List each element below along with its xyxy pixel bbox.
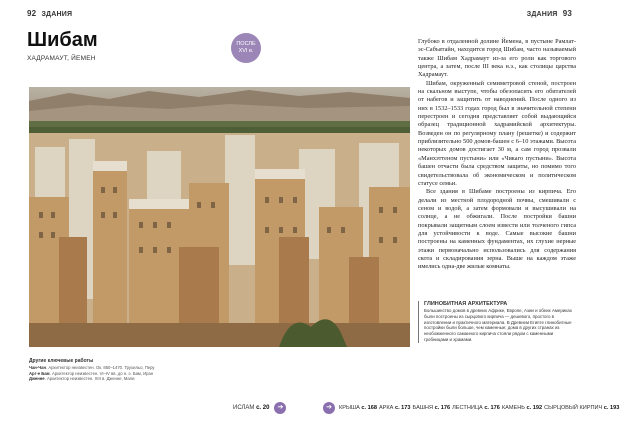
other-work-name: Дженне [29, 376, 45, 382]
xref-item-tower[interactable] [413, 405, 451, 411]
xref-page: с. 168 [361, 405, 377, 411]
date-badge-line2: XVI в. [238, 48, 254, 54]
arrow-right-icon[interactable]: ➔ [323, 402, 335, 414]
xref-item-mudbrick[interactable] [544, 405, 619, 411]
xref-label: БАШНЯ [412, 405, 434, 411]
xref-page: с. 173 [394, 405, 411, 411]
section-label-right: ЗДАНИЯ [526, 11, 558, 18]
other-work-desc: Архитектор неизвестен. XIII в. Дженне, Мали [46, 376, 135, 382]
other-work-desc: Архитектор неизвестен. Ок. 850–1470. Трухильо, Перу [48, 365, 155, 370]
other-work-item: Чан-Чан. Архитектор неизвестен. Ок. 850–1470. Трухильо, Перу [29, 365, 155, 370]
other-work-name: Чан-Чан [29, 365, 46, 370]
shibam-photo [29, 87, 410, 347]
body-paragraph-2: Шибам, окруженный семиметровой стеной, построен на скальном выступе, чтобы обезопасить его обитателей от набегов и защитить от наводнений. После одного из них в 1532–1533 годах город был в значительной степени перестроен и сегодня представляет собой выдающийся образец традиционной хадрамийской архитектуры. Возведен он по регулярному плану (решетке) и содержит приблизительно 500 домов-башен с 6–10 этажами. Высота некоторых домов достигает 30 м, а сам город прозвали «Манхэттеном пустыни» или «Чикаго пустыни». Высота башен отчасти была средством защиты, но помимо того свидетельствовала об экономическом и политическом статусе семьи. [418, 79, 576, 187]
page-title: Шибам [27, 29, 98, 51]
other-work-name: Арг-е Бам [29, 370, 50, 376]
page-number-left: 92 [27, 9, 37, 18]
date-badge [231, 33, 261, 63]
xref-label: АРКА [378, 405, 394, 411]
other-key-works [29, 358, 229, 382]
sidebar-box [418, 301, 576, 343]
xref-page: с. 176 [484, 405, 500, 411]
folio-left [27, 9, 72, 18]
xref-page: с. 20 [256, 405, 270, 411]
xref-item-stairs[interactable] [452, 405, 500, 411]
sidebar-title: ГЛИНОБИТНАЯ АРХИТЕКТУРА [424, 301, 508, 307]
other-work-desc: Архитектор неизвестен. VI–IV вв. до н. э. Бам, Иран [51, 370, 154, 376]
xref-item-roof[interactable] [339, 405, 377, 411]
page-number-right: 93 [562, 9, 572, 18]
xref-page: с. 176 [434, 405, 451, 411]
other-work-item: Дженне. Архитектор неизвестен. XIII в. Дженне, Мали [29, 376, 135, 382]
xref-label: КРЫША [339, 405, 360, 411]
other-works-title: Другие ключевые работы [29, 358, 94, 364]
other-work-item: Арг-е Бам. Архитектор неизвестен. VI–IV вв. до н. э. Бам, Иран [29, 370, 154, 376]
cross-reference-next [323, 402, 621, 414]
location-subtitle: ХАДРАМАУТ, ЙЕМЕН [27, 55, 96, 62]
xref-label: СЫРЦОВЫЙ КИРПИЧ [544, 405, 603, 411]
section-label-left: ЗДАНИЯ [41, 11, 73, 18]
body-paragraph-1: Глубоко в отдаленной долине Йемена, в пустыне Рамлат-эс-Сабъятайн, находится город Шибам, часто называемый также Шибам Хадрамаут из-за его роли как торгового центра, а затем, после III века н.э., как столицы царства Хадрамаут. [418, 38, 576, 79]
shibam-photo-illustration [29, 87, 410, 347]
xref-label: ЛЕСТНИЦА [452, 405, 483, 411]
article-body [418, 38, 576, 272]
folio-right [527, 9, 572, 18]
xref-label: КАМЕНЬ [501, 405, 525, 411]
cross-reference-previous[interactable] [233, 402, 286, 414]
body-paragraph-3: Все здания в Шибаме построены из кирпича. Его делали из местной плодородной почвы, смешивали с сеном и водой, а затем формовали и высушивали на солнце, а не обжигали. После постройки башни покрывали защитным слоем извести или толченого гипса для устойчивости к воде. Самые высокие башни построены на каменных фундаментах, их глухие нерные этажи первоначально использовались для содержания скота и складирования зерна. Выше на каждом этаже имелись одна-две жилые комнаты. [418, 188, 576, 271]
sidebar-text: Большинство домов в древних Африке, Европе, Азии и обеих Америках были построены из сырцового кирпича — дешевого, простого в изготовлении и практичного материала. В Древнем Египте глинобитные постройки были больше, чем каменные; дома в других странах из необожженного саманного кирпича стояли рядом с каменными гробницами и храмами. [424, 308, 572, 342]
date-badge-line1: ПОСЛЕ [236, 41, 256, 47]
xref-page: с. 192 [526, 405, 543, 411]
xref-page: с. 193 [603, 405, 620, 411]
xref-label: ИСЛАМ [233, 405, 255, 411]
xref-item-stone[interactable] [502, 405, 542, 411]
xref-item-arch[interactable] [379, 405, 411, 411]
arrow-left-icon[interactable]: ➔ [274, 402, 286, 414]
